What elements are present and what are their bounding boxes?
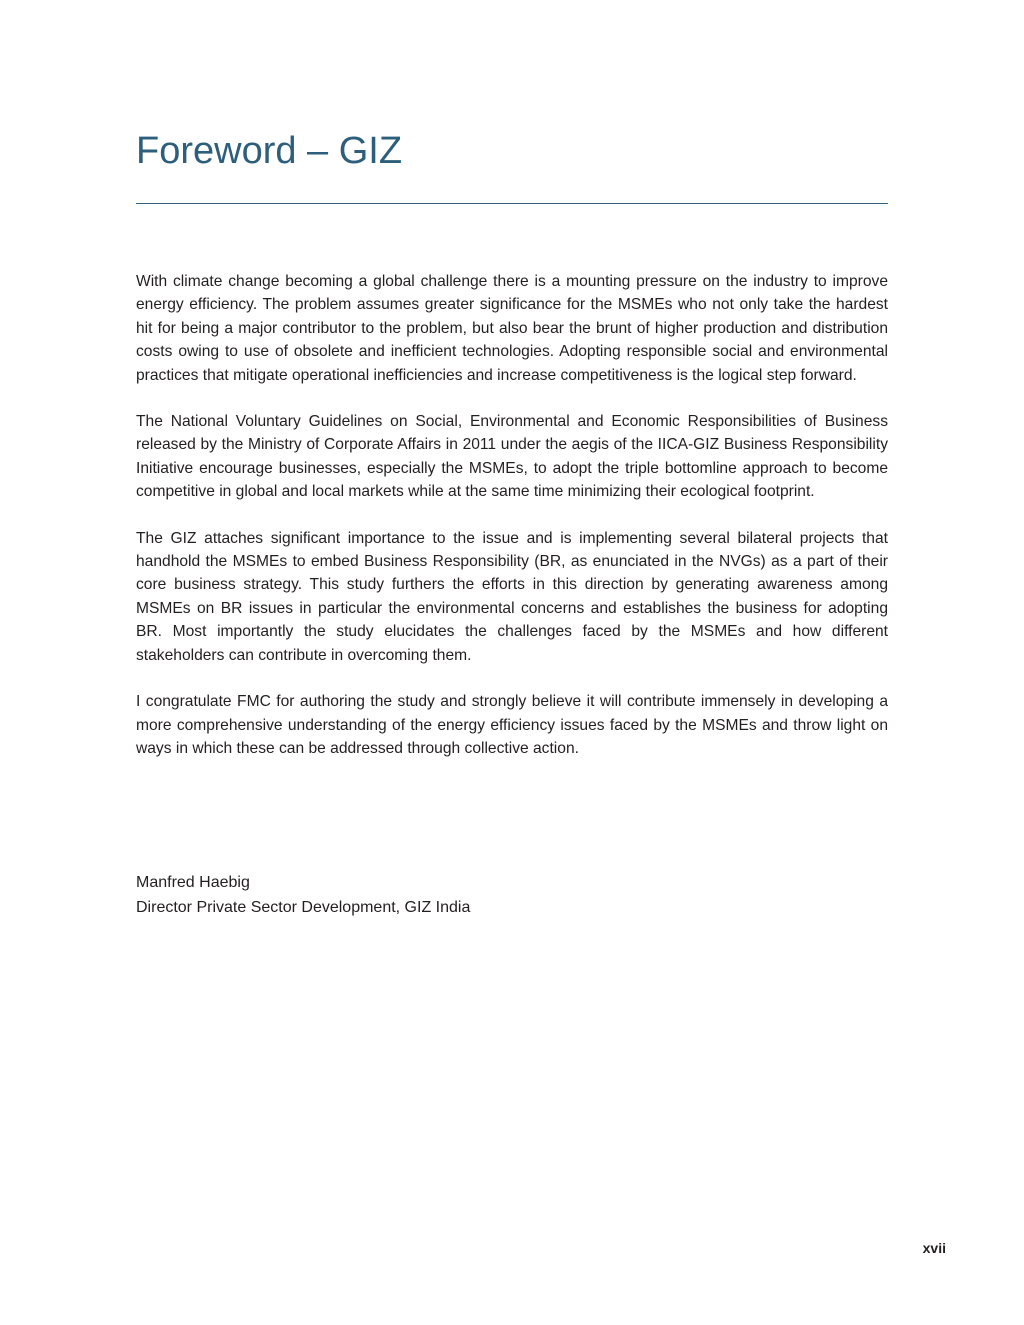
page-title: Foreword – GIZ [136, 130, 403, 172]
title-divider [136, 203, 888, 204]
paragraph-4: I congratulate FMC for authoring the study and strongly believe it will contribute immensely in developing a more comprehensive understanding of the energy efficiency issues faced by the MSMEs and throw light on ways in which these can be addressed through collective action. [136, 693, 888, 757]
foreword-body [136, 270, 888, 783]
signatory-name: Manfred Haebig [136, 874, 250, 891]
paragraph-2: The National Voluntary Guidelines on Social, Environmental and Economic Responsibilities of Business released by the Ministry of Corporate Affairs in 2011 under the aegis of the IICA-GIZ Business Responsibility Initiative encourage businesses, especially the MSMEs, to adopt the triple bottomline approach to become competitive in global and local markets while at the same time minimizing their ecological footprint. [136, 413, 888, 501]
paragraph-3: The GIZ attaches significant importance to the issue and is implementing several bilateral projects that handhold the MSMEs to embed Business Responsibility (BR, as enunciated in the NVGs) as a part of their core business strategy. This study furthers the efforts in this direction by generating awareness among MSMEs on BR issues in particular the environmental concerns and establishes the business for adopting BR. Most importantly the study elucidates the challenges faced by the MSMEs and how different stakeholders can contribute in overcoming them. [136, 529, 888, 664]
page-number: xvii [922, 1240, 946, 1256]
paragraph-1: With climate change becoming a global challenge there is a mounting pressure on the industry to improve energy efficiency. The problem assumes greater significance for the MSMEs who not only take the hardest hit for being a major contributor to the problem, but also bear the brunt of higher production and distribution costs owing to use of obsolete and inefficient technologies. Adopting responsible social and environmental practices that mitigate operational inefficiencies and increase competitiveness is the logical step forward. [136, 273, 888, 384]
signature-block [136, 870, 888, 920]
signatory-role: Director Private Sector Development, GIZ India [136, 899, 471, 916]
